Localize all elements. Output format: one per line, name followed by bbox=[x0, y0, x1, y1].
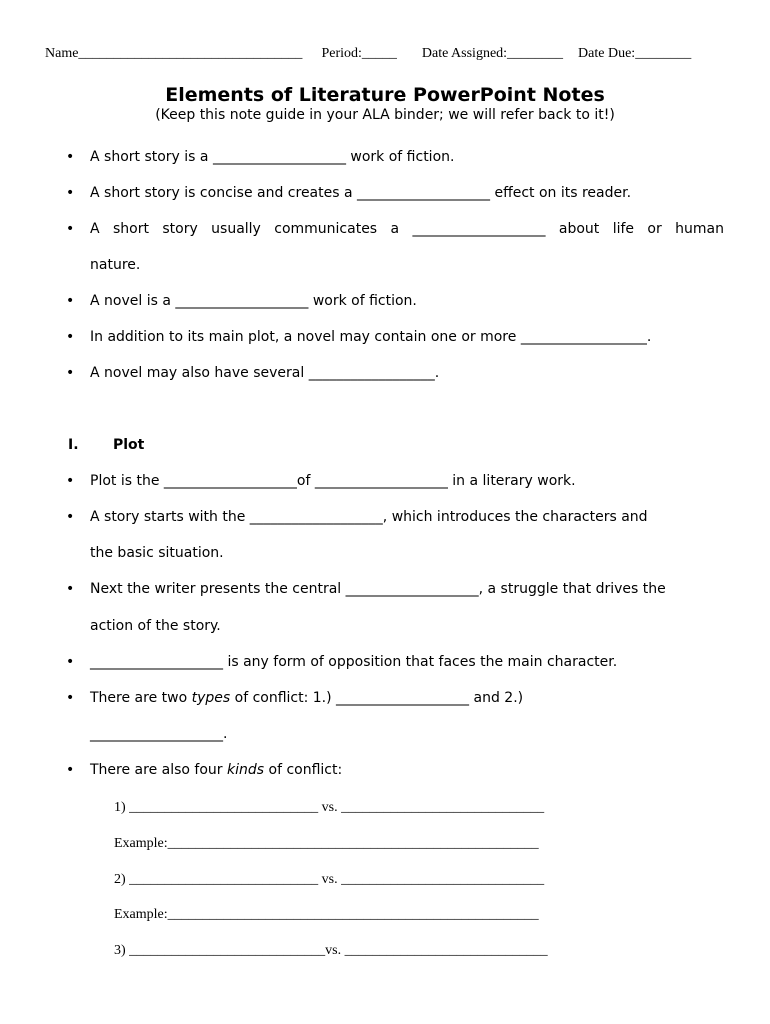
bullet-marker: • bbox=[66, 293, 75, 309]
list-item: A short story is a ___________________ work of fiction. bbox=[90, 149, 455, 165]
bullet-marker: • bbox=[66, 149, 75, 165]
period-field[interactable]: Period:_____ bbox=[321, 46, 397, 61]
bullet-marker: • bbox=[66, 185, 75, 201]
list-item-continuation: action of the story. bbox=[90, 618, 221, 634]
date-due-field[interactable]: Date Due:________ bbox=[578, 46, 692, 61]
bullet-marker: • bbox=[66, 509, 75, 525]
list-item: ___________________ is any form of opposition that faces the main character. bbox=[90, 654, 618, 670]
emphasis-text: kinds bbox=[227, 762, 265, 778]
section-heading bbox=[68, 437, 144, 453]
conflict-kind-2[interactable]: 2) ___________________________ vs. _____________________________ bbox=[114, 872, 545, 887]
conflict-kind-3[interactable]: 3) ____________________________vs. _____________________________ bbox=[114, 943, 548, 958]
bullet-marker: • bbox=[66, 221, 75, 237]
name-field[interactable]: Name________________________________ bbox=[45, 46, 303, 61]
list-item: Plot is the ___________________of ___________________ in a literary work. bbox=[90, 473, 576, 489]
conflict-kind-1[interactable]: 1) ___________________________ vs. _____________________________ bbox=[114, 800, 545, 815]
page-subtitle: (Keep this note guide in your ALA binder; we will refer back to it!) bbox=[155, 107, 615, 123]
list-item: A novel may also have several __________________. bbox=[90, 365, 440, 381]
section-title: Plot bbox=[113, 437, 145, 453]
list-item bbox=[90, 762, 342, 778]
bullet-marker: • bbox=[66, 365, 75, 381]
list-item-text: There are also four bbox=[90, 762, 227, 778]
list-item-continuation: nature. bbox=[90, 257, 141, 273]
list-item-text: of conflict: 1.) ___________________ and 2.) bbox=[230, 690, 524, 706]
bullet-marker: • bbox=[66, 329, 75, 345]
list-item bbox=[90, 690, 523, 706]
date-assigned-field[interactable]: Date Assigned:________ bbox=[421, 46, 564, 61]
list-item: In addition to its main plot, a novel may contain one or more __________________. bbox=[90, 329, 652, 345]
conflict-example-2[interactable]: Example:_____________________________________________________ bbox=[114, 907, 539, 922]
emphasis-text: types bbox=[191, 690, 231, 706]
conflict-example-1[interactable]: Example:_____________________________________________________ bbox=[114, 836, 539, 851]
list-item: Next the writer presents the central ___________________, a struggle that drives the bbox=[90, 581, 666, 597]
list-item-text: of conflict: bbox=[264, 762, 343, 778]
list-item-text: There are two bbox=[90, 690, 192, 706]
section-number: I. bbox=[68, 437, 79, 453]
bullet-marker: • bbox=[66, 654, 75, 670]
list-item: A short story is concise and creates a ___________________ effect on its reader. bbox=[90, 185, 632, 201]
list-item-continuation: the basic situation. bbox=[90, 545, 224, 561]
bullet-marker: • bbox=[66, 473, 75, 489]
student-info-header bbox=[45, 46, 725, 62]
bullet-marker: • bbox=[66, 581, 75, 597]
list-item-continuation: ___________________. bbox=[90, 726, 228, 742]
list-item: A short story usually communicates a ___________________ about life or human bbox=[90, 221, 724, 237]
list-item: A novel is a ___________________ work of fiction. bbox=[90, 293, 417, 309]
bullet-marker: • bbox=[66, 690, 75, 706]
list-item: A story starts with the ___________________, which introduces the characters and bbox=[90, 509, 648, 525]
bullet-marker: • bbox=[66, 762, 75, 778]
page-title: Elements of Literature PowerPoint Notes bbox=[165, 84, 605, 106]
